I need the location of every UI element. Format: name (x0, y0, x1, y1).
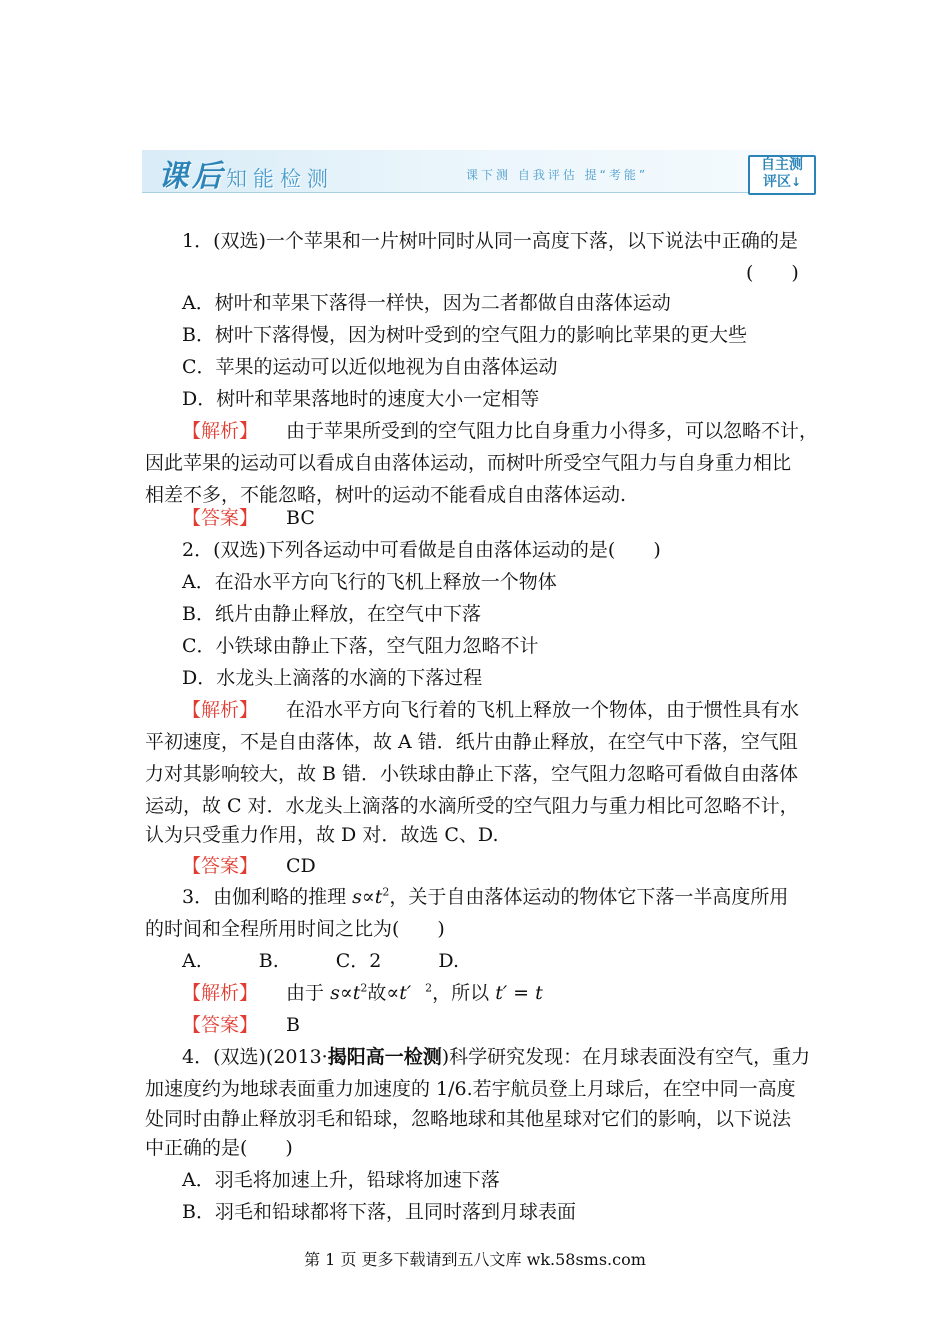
q2-analysis-line-1: 【解析】 在沿水平方向飞行着的飞机上释放一个物体，由于惯性具有水 (182, 699, 800, 721)
title-char-1: 课 (158, 159, 192, 194)
q2-stem: 2．(双选)下列各运动中可看做是自由落体运动的是( ) (182, 539, 661, 561)
q1-option-a: A．树叶和苹果下落得一样快，因为二者都做自由落体运动 (182, 292, 671, 314)
q4-stem-line-2: 加速度约为地球表面重力加速度的 1/6.若宇航员登上月球后，在空中同一高度 (145, 1078, 796, 1100)
q4-option-a: A．羽毛将加速上升，铅球将加速下落 (182, 1169, 500, 1191)
q1-stem: 1．(双选)一个苹果和一片树叶同时从同一高度下落，以下说法中正确的是 (182, 230, 798, 252)
q1-paren: ( ) (746, 262, 799, 284)
badge-line-2: 评区↓ (762, 174, 802, 190)
badge-line-1: 自主测 (761, 157, 803, 173)
q3-stem-line-2: 的时间和全程所用时间之比为( ) (145, 918, 445, 940)
answer-tag: 【答案】 (182, 507, 259, 529)
q3-options: A. B. C．2 D. (182, 950, 459, 972)
q3-stem: 3．由伽利略的推理 $s\propto t^2$，关于自由落体运动的物体它下落一半高度所用 (182, 885, 789, 908)
page-footer: 第 1 页 更多下载请到五八文库 wk.58sms.com (304, 1250, 646, 1269)
q2-option-d: D．水龙头上滴落的水滴的下落过程 (182, 667, 483, 689)
q4-stem: 4．(双选)(2013·揭阳高一检测)科学研究发现：在月球表面没有空气，重力 (182, 1046, 811, 1068)
q1-answer: 【答案】 BC (182, 507, 315, 529)
analysis-tag: 【解析】 (182, 982, 259, 1004)
answer-tag: 【答案】 (182, 1014, 259, 1036)
title-char-2: 后 (192, 159, 226, 194)
q2-option-c: C．小铁球由静止下落，空气阻力忽略不计 (182, 635, 539, 657)
q1-option-c: C．苹果的运动可以近似地视为自由落体运动 (182, 356, 558, 378)
q1-option-b: B．树叶下落得慢，因为树叶受到的空气阻力的影响比苹果的更大些 (182, 324, 747, 346)
q1-analysis-line-3: 相差不多，不能忽略，树叶的运动不能看成自由落体运动. (145, 484, 627, 506)
section-subtitle: 课下测 自我评估 提“考能” (466, 168, 649, 182)
analysis-tag: 【解析】 (182, 699, 259, 721)
self-test-badge[interactable] (748, 155, 816, 195)
q3-analysis: 【解析】 由于 $s\propto t^2$故∝t′ $^2$，所以 t′ = t (182, 981, 543, 1004)
q1-analysis-line-2: 因此苹果的运动可以看成自由落体运动，而树叶所受空气阻力与自身重力相比 (145, 452, 792, 474)
q2-analysis-line-5: 认为只受重力作用，故 D 对．故选 C、D. (145, 824, 499, 846)
arrow-down-icon: ↓ (790, 175, 802, 189)
q3-answer: 【答案】 B (182, 1014, 300, 1036)
analysis-tag: 【解析】 (182, 420, 259, 442)
q2-answer: 【答案】 CD (182, 855, 316, 877)
q2-analysis-line-4: 运动，故 C 对．水龙头上滴落的水滴所受的空气阻力与重力相比可忽略不计， (145, 795, 799, 817)
q2-option-a: A．在沿水平方向飞行的飞机上释放一个物体 (182, 571, 557, 593)
q4-stem-line-4: 中正确的是( ) (145, 1137, 293, 1159)
section-title (158, 151, 334, 195)
q1-option-d: D．树叶和苹果落地时的速度大小一定相等 (182, 388, 540, 410)
title-rest: 知能检测 (226, 167, 334, 191)
q4-stem-line-3: 处同时由静止释放羽毛和铅球，忽略地球和其他星球对它们的影响，以下说法 (145, 1108, 792, 1130)
q4-option-b: B．羽毛和铅球都将下落，且同时落到月球表面 (182, 1201, 576, 1223)
q2-analysis-line-3: 力对其影响较大，故 B 错．小铁球由静止下落，空气阻力忽略可看做自由落体 (145, 763, 799, 785)
q2-analysis-line-2: 平初速度，不是自由落体，故 A 错．纸片由静止释放，在空气中下落，空气阻 (145, 731, 798, 753)
q1-analysis-line-1: 【解析】 由于苹果所受到的空气阻力比自身重力小得多，可以忽略不计， (182, 420, 819, 442)
answer-tag: 【答案】 (182, 855, 259, 877)
q2-option-b: B．纸片由静止释放，在空气中下落 (182, 603, 481, 625)
